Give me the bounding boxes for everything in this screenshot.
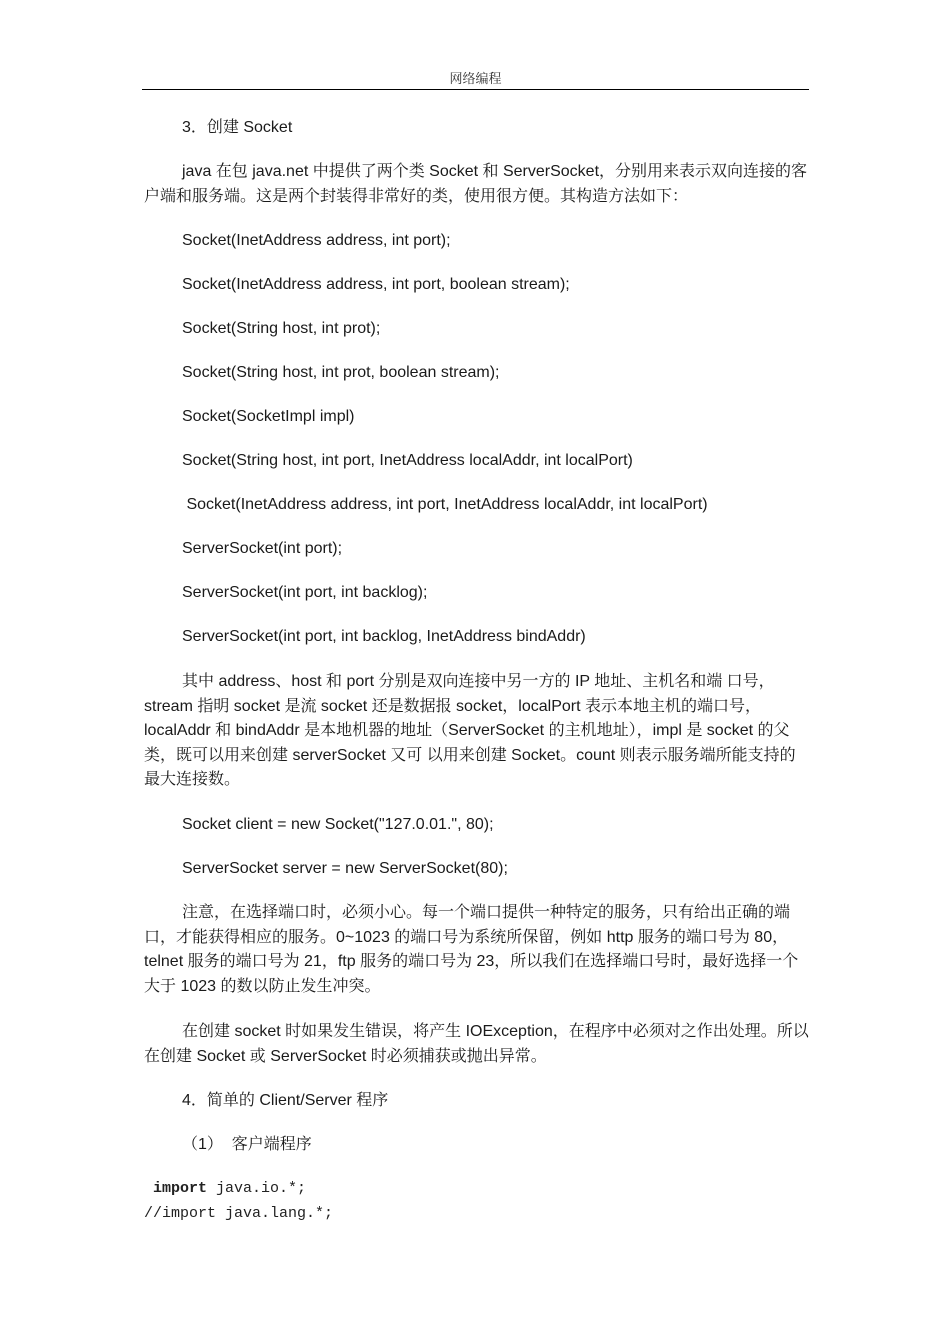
page-header xyxy=(142,70,809,90)
constructor-4: Socket(String host, int prot, boolean stream); xyxy=(182,364,500,381)
code-import-target: java.io.*; xyxy=(207,1180,307,1197)
constructor-3: Socket(String host, int prot); xyxy=(182,320,381,337)
subsection-heading-client: （1） 客户端程序 xyxy=(182,1136,312,1153)
constructor-1: Socket(InetAddress address, int port); xyxy=(182,232,451,249)
section-heading-3: 3．创建 Socket xyxy=(182,119,293,136)
code-keyword-import: import xyxy=(153,1180,208,1197)
constructor-8: ServerSocket(int port); xyxy=(182,540,343,557)
code-line-1 xyxy=(144,1179,306,1199)
intro-paragraph: java 在包 java.net 中提供了两个类 Socket 和 ServerSocket，分别用来表示双向连接的客户端和服务端。这是两个封装得非常好的类，使用很方便。其构造方法如下： xyxy=(144,163,808,205)
example-server: ServerSocket server = new ServerSocket(80); xyxy=(182,860,508,877)
constructor-2: Socket(InetAddress address, int port, boolean stream); xyxy=(182,276,570,293)
constructor-6: Socket(String host, int port, InetAddress localAddr, int localPort) xyxy=(182,452,633,469)
constructor-10: ServerSocket(int port, int backlog, InetAddress bindAddr) xyxy=(182,628,586,645)
constructor-9: ServerSocket(int port, int backlog); xyxy=(182,584,428,601)
constructor-7: Socket(InetAddress address, int port, InetAddress localAddr, int localPort) xyxy=(182,496,708,513)
code-line-2: //import java.lang.*; xyxy=(144,1205,334,1222)
example-client: Socket client = new Socket("127.0.01.", 80); xyxy=(182,816,494,833)
error-note-paragraph: 在创建 socket 时如果发生错误，将产生 IOException，在程序中必须对之作出处理。所以在创建 Socket 或 ServerSocket 时必须捕获或抛出异常。 xyxy=(144,1023,809,1065)
constructor-5: Socket(SocketImpl impl) xyxy=(182,408,355,425)
port-note-paragraph: 注意，在选择端口时，必须小心。每一个端口提供一种特定的服务，只有给出正确的端口，才能获得相应的服务。0~1023 的端口号为系统所保留，例如 http 服务的端口号为 80，telnet 服务的端口号为 21，ftp 服务的端口号为 23，所以我们在选择端口号时，最好选择一个大于 1023 的数以防止发生冲突。 xyxy=(144,904,799,995)
header-title: 网络编程 xyxy=(449,71,502,86)
section-heading-4: 4．简单的 Client/Server 程序 xyxy=(182,1092,389,1109)
explain-paragraph: 其中 address、host 和 port 分别是双向连接中另一方的 IP 地址、主机名和端 口号，stream 指明 socket 是流 socket 还是数据报 socket，localPort 表示本地主机的端口号，localAddr 和 bindAddr 是本地机器的地址（ServerSocket 的主机地址），impl 是 socket 的父类，既可以用来创建 serverSocket 又可 以用来创建 Socket。count 则表示服务端所能支持的最大连接数。 xyxy=(144,673,796,788)
